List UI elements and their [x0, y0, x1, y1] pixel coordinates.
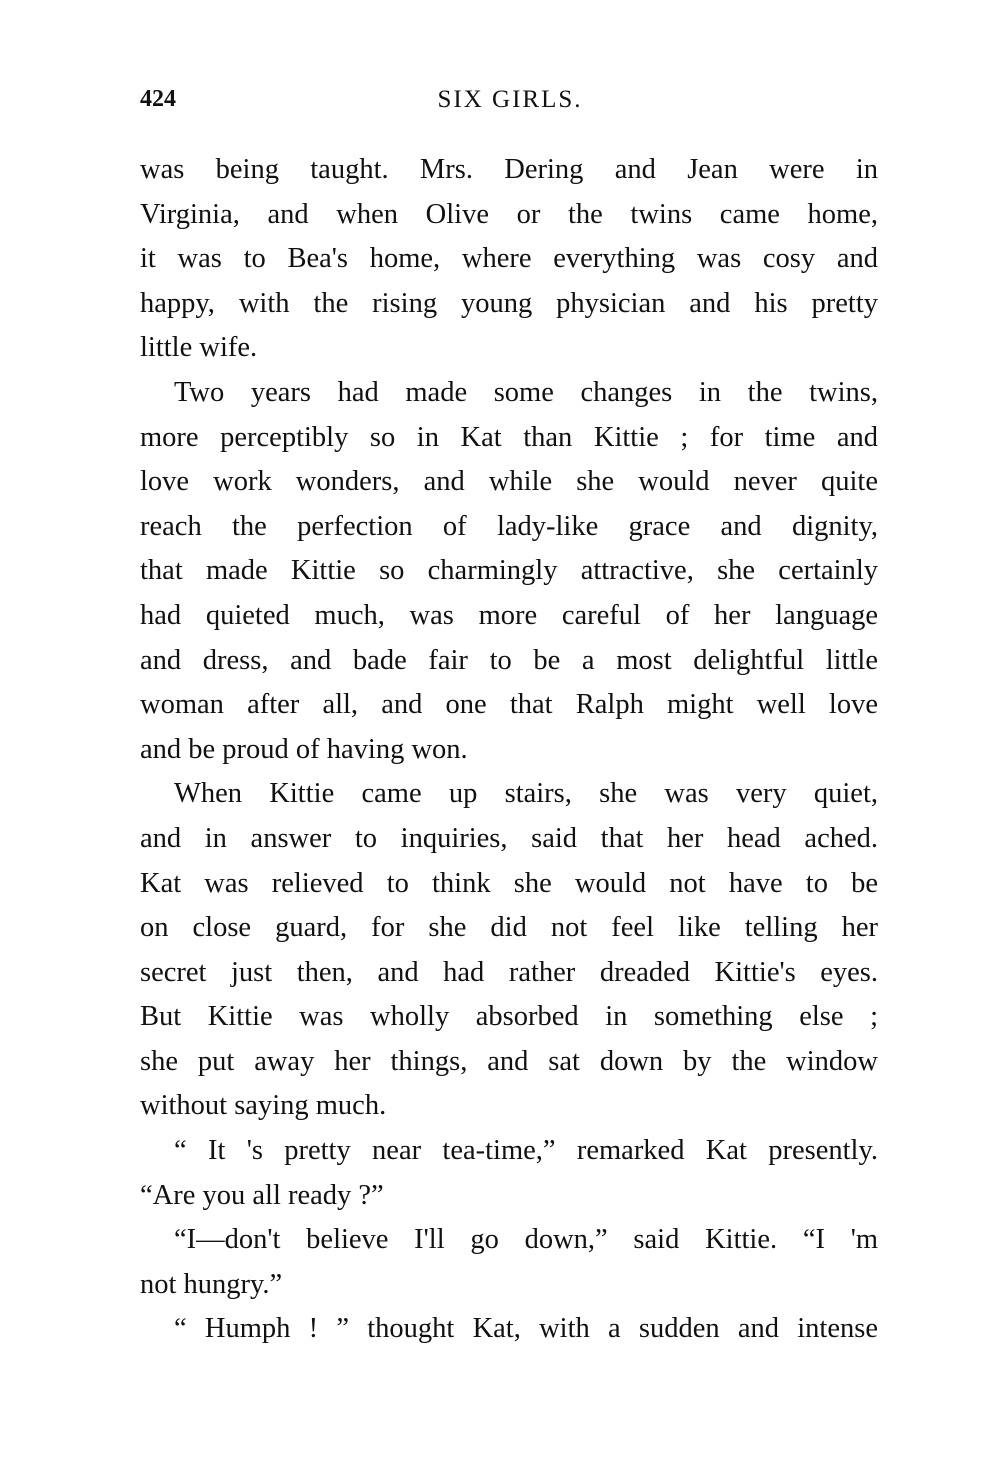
text-line: and be proud of having won. — [140, 733, 468, 765]
text-line: Kat was relieved to think she would not have to be — [140, 867, 878, 899]
text-line: and in answer to inquiries, said that her head ached. — [140, 822, 878, 854]
text-line: little wife. — [140, 332, 258, 364]
text-line: Two years had made some changes in the twins, — [174, 376, 878, 408]
text-line: on close guard, for she did not feel like telling her — [140, 912, 878, 944]
text-line: secret just then, and had rather dreaded Kittie's eyes. — [140, 956, 878, 988]
text-line: “ It 's pretty near tea-time,” remarked Kat presently. — [174, 1135, 878, 1167]
text-line: Virginia, and when Olive or the twins came home, — [140, 198, 878, 230]
text-line: she put away her things, and sat down by the window — [140, 1045, 878, 1077]
text-line: “ Humph ! ” thought Kat, with a sudden and intense — [174, 1313, 878, 1345]
body-text — [140, 148, 878, 1352]
text-line: was being taught. Mrs. Dering and Jean were in — [140, 154, 878, 185]
text-line: When Kittie came up stairs, she was very quiet, — [174, 778, 878, 810]
text-line: it was to Bea's home, where everything was cosy and — [140, 243, 878, 275]
running-head — [140, 86, 880, 120]
text-line: “I—don't believe I'll go down,” said Kittie. “I 'm — [174, 1224, 878, 1256]
text-line: “Are you all ready ?” — [140, 1179, 384, 1211]
book-title: SIX GIRLS. — [437, 86, 583, 113]
text-line: that made Kittie so charmingly attractive, she certainly — [140, 555, 878, 587]
text-line: not hungry.” — [140, 1268, 283, 1300]
text-line: had quieted much, was more careful of her language — [140, 599, 878, 631]
page-number: 424 — [140, 86, 176, 112]
text-line: But Kittie was wholly absorbed in something else ; — [140, 1001, 878, 1033]
text-line: happy, with the rising young physician and his pretty — [140, 287, 878, 319]
text-line: love work wonders, and while she would never quite — [140, 466, 878, 498]
text-line: reach the perfection of lady-like grace and dignity, — [140, 510, 878, 542]
text-line: without saying much. — [140, 1090, 387, 1122]
text-line: woman after all, and one that Ralph might well love — [140, 689, 878, 721]
text-line: more perceptibly so in Kat than Kittie ; for time and — [140, 421, 878, 453]
text-line: and dress, and bade fair to be a most delightful little — [140, 644, 878, 676]
